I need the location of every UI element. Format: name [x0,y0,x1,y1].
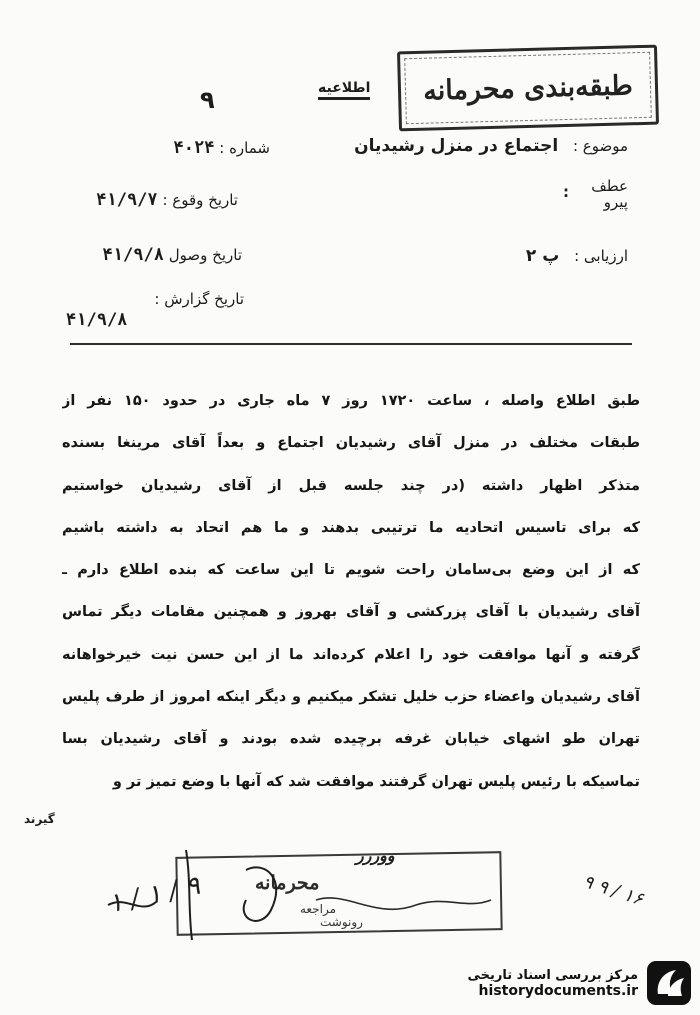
subject-label: موضوع : [572,137,628,155]
body-line: طبق اطلاع واصله ، ساعت ۱۷۲۰ روز ۷ ماه جاری در حدود ۱۵۰ نفر از [62,393,640,409]
classification-stamp-text: طبقه‌بندی محرمانه [422,69,634,107]
date-report-value-wrap [66,310,127,330]
number-label: شماره : [219,139,270,157]
copy-stamp: رونوشت [320,915,363,929]
header-mark: ٩ [200,86,215,114]
body-line: تماسیکه با رئیس پلیس تهران گرفتند موافقت شد که آنها با وضع تمیز تر و [112,773,640,790]
date-report-field [64,290,244,308]
date-received-value: ۴۱/۹/۸ [102,245,164,265]
assessment-label: ارزیابی : [574,247,628,265]
header-separator [70,343,632,345]
subject-value: اجتماع در منزل رشیدیان [354,136,559,156]
handwriting-scribble [96,840,516,960]
watermark-url: historydocuments.ir [478,982,638,999]
watermark [424,958,692,1008]
date-occurrence-field [58,190,238,210]
body-line: که از این وضع بی‌سامان راحت شویم تا این ساعت که بنده اطلاع دارم ـ [62,562,640,579]
body-line: آقای رشیدیان واعضاء حزب خلیل تشکر میکنیم و دیگر اینکه امروز از طرف پلیس [62,689,640,706]
date-report-label: تاریخ گزارش : [154,290,244,308]
handwritten-right: ۹ ۹ / ۱۶ [580,870,646,911]
handwritten-left: ۱ / ۱ / ۹ [105,870,203,920]
bottom-stamp-subtext: مراجعه [300,902,337,916]
bottom-stamp-text: محرمانه [255,872,320,894]
date-occurrence-value: ۴۱/۹/۷ [96,190,158,210]
body-line: متذکر اظهار داشته (در چند جلسه قبل از آقای رشیدیان خواستیم [62,477,640,494]
date-received-field [62,245,242,265]
body-line: که برای تاسیس اتحادیه ما ترتیبی بدهند و ما هم اتحاد به داشته باشیم [62,519,640,536]
assessment-value: پ ۲ [525,246,560,266]
body-line: طبقات مختلف در منزل آقای رشیدیان اجتماع و بعداً آقای مرینغا بسنده [62,435,640,452]
reference-colon: : [563,183,569,201]
date-report-value: ۴۱/۹/۸ [66,310,128,330]
classification-stamp [397,45,659,132]
body-line: گرفته و آنها موافقت خود را اعلام کرده‌اند ما از این حسن نیت خیرخواهانه [62,646,640,663]
body-line: آقای رشیدیان با آقای پزرکشی و آقای بهروز و همچنین مقامات دیگر تماس [62,604,640,621]
reference-field [591,178,628,210]
number-field [120,138,270,158]
reference-label-2: پیرو [603,193,628,211]
date-occurrence-label: تاریخ وقوع : [162,191,238,209]
info-label: اطلاعیه [318,80,370,100]
report-body [62,380,640,803]
watermark-name: مرکز بررسی اسناد تاریخی [467,967,638,983]
reference-label: عطف [591,177,628,195]
handwritten-mid: ووررر [356,846,395,865]
number-value: ۴۰۲۴ [173,138,215,158]
watermark-logo-icon [646,960,692,1006]
subject-field [354,136,628,156]
assessment-field [526,246,628,266]
date-received-label: تاریخ وصول [168,246,242,264]
body-line: تهران طو اشهای خیابان غرفه برچیده شده بودند و آقای رشیدیان بسا [62,731,640,748]
margin-note: گیرند [24,812,55,826]
